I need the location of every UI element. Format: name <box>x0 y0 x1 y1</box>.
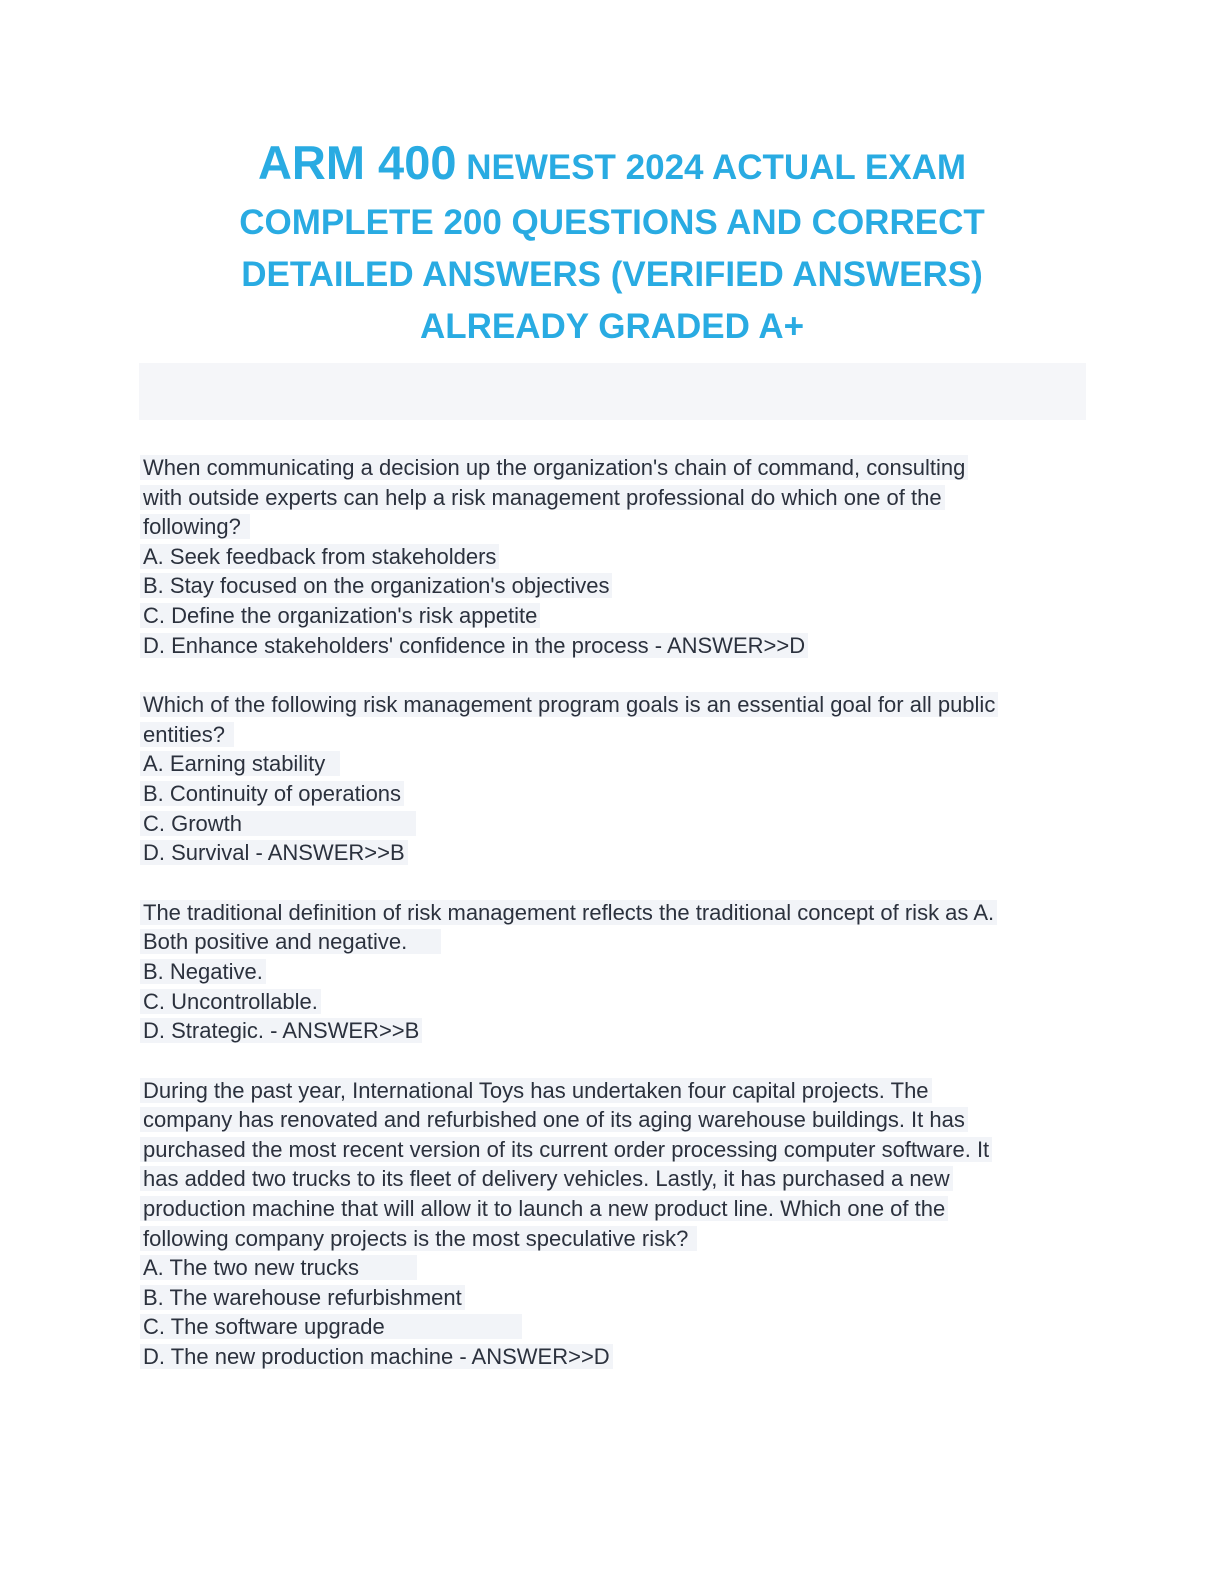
highlighted-text: A. The two new trucks <box>140 1255 417 1280</box>
highlighted-text: company has renovated and refurbished one of its aging warehouse buildings. It has <box>140 1107 968 1132</box>
highlighted-text: B. The warehouse refurbishment <box>140 1285 465 1310</box>
highlighted-text: D. Strategic. - ANSWER>>B <box>140 1018 422 1043</box>
highlighted-text: C. Define the organization's risk appetite <box>140 603 540 628</box>
highlighted-text: entities? <box>140 722 234 747</box>
question-line <box>140 1164 1150 1194</box>
highlighted-text: has added two trucks to its fleet of delivery vehicles. Lastly, it has purchased a new <box>140 1166 953 1191</box>
question-line <box>140 601 1150 631</box>
highlighted-text: D. Enhance stakeholders' confidence in the process - ANSWER>>D <box>140 633 808 658</box>
highlighted-text: purchased the most recent version of its current order processing computer software. It <box>140 1137 992 1162</box>
highlighted-text: B. Stay focused on the organization's objectives <box>140 573 612 598</box>
questions <box>140 453 1150 1372</box>
highlighted-text: Both positive and negative. <box>140 929 441 954</box>
question-line <box>140 749 1150 779</box>
highlighted-text: B. Continuity of operations <box>140 781 404 806</box>
question-block <box>140 690 1150 868</box>
highlighted-text: A. Seek feedback from stakeholders <box>140 544 499 569</box>
highlighted-text: C. Uncontrollable. <box>140 989 321 1014</box>
question-line <box>140 512 1150 542</box>
title-course-code: ARM 400 <box>257 136 457 189</box>
question-line <box>140 542 1150 572</box>
question-line <box>140 779 1150 809</box>
question-line <box>140 1224 1150 1254</box>
title-line-3: DETAILED ANSWERS (VERIFIED ANSWERS) <box>241 255 983 294</box>
highlighted-text: following? <box>140 514 250 539</box>
question-line <box>140 1253 1150 1283</box>
question-line <box>140 1076 1150 1106</box>
highlighted-text: with outside experts can help a risk management professional do which one of the <box>140 485 945 510</box>
question-line <box>140 838 1150 868</box>
highlighted-text: Which of the following risk management program goals is an essential goal for all public <box>140 692 998 717</box>
highlighted-text: D. The new production machine - ANSWER>>D <box>140 1344 613 1369</box>
question-line <box>140 1135 1150 1165</box>
question-line <box>140 690 1150 720</box>
title-line-1 <box>82 134 1142 197</box>
question-line <box>140 1342 1150 1372</box>
question-line <box>140 453 1150 483</box>
question-line <box>140 1016 1150 1046</box>
title-line-2: COMPLETE 200 QUESTIONS AND CORRECT <box>239 203 985 242</box>
highlighted-text: When communicating a decision up the organization's chain of command, consulting <box>140 455 968 480</box>
highlighted-text: The traditional definition of risk management reflects the traditional concept of risk as A. <box>140 900 997 925</box>
question-line <box>140 1105 1150 1135</box>
title-line-4: ALREADY GRADED A+ <box>419 307 805 346</box>
highlight-banner <box>139 363 1086 420</box>
highlighted-text: C. Growth <box>140 811 416 836</box>
question-line <box>140 987 1150 1017</box>
question-line <box>140 898 1150 928</box>
highlighted-text: A. Earning stability <box>140 751 340 776</box>
highlighted-text: following company projects is the most speculative risk? <box>140 1226 697 1251</box>
question-line <box>140 1283 1150 1313</box>
question-line <box>140 483 1150 513</box>
question-block <box>140 453 1150 660</box>
highlighted-text: production machine that will allow it to launch a new product line. Which one of the <box>140 1196 948 1221</box>
question-line <box>140 1194 1150 1224</box>
question-line <box>140 631 1150 661</box>
question-line <box>140 927 1150 957</box>
question-line <box>140 1312 1150 1342</box>
question-block <box>140 1076 1150 1372</box>
title-line-1-rest: NEWEST 2024 ACTUAL EXAM <box>456 148 967 187</box>
question-line <box>140 720 1150 750</box>
highlighted-text: B. Negative. <box>140 959 266 984</box>
question-line <box>140 571 1150 601</box>
highlighted-text: During the past year, International Toys has undertaken four capital projects. The <box>140 1078 932 1103</box>
question-block <box>140 898 1150 1046</box>
question-line <box>140 957 1150 987</box>
highlighted-text: C. The software upgrade <box>140 1314 522 1339</box>
question-line <box>140 809 1150 839</box>
highlighted-text: D. Survival - ANSWER>>B <box>140 840 408 865</box>
document-title <box>82 0 1142 353</box>
